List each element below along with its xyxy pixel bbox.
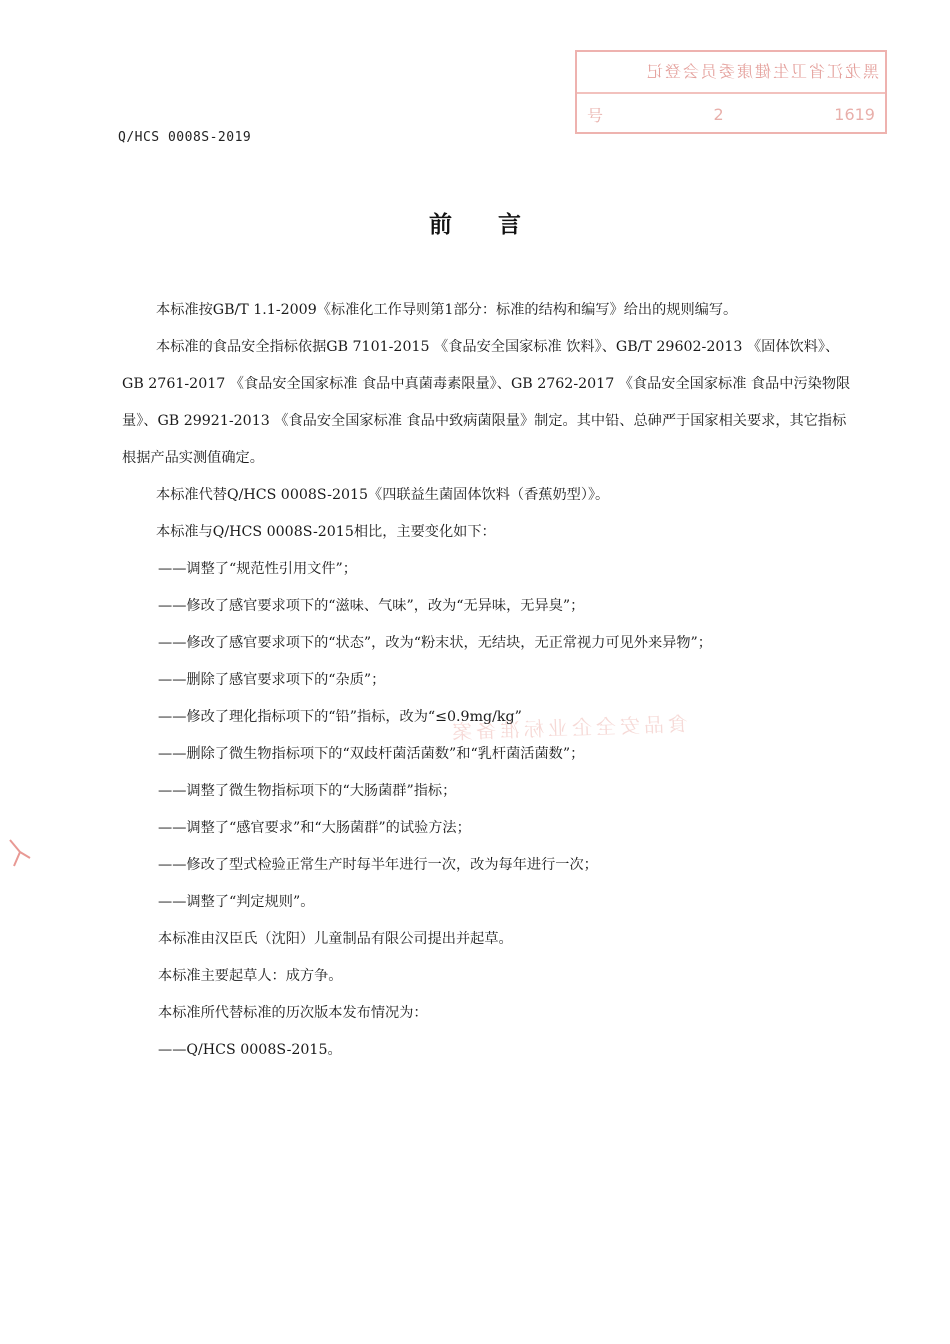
paragraph-safety-basis: 本标准的食品安全指标依据GB 7101-2015 《食品安全国家标准 饮料》、GB/T 29602-2013 《固体饮料》、GB 2761-2017 《食品安全国家标准 食品中真菌毒素限量》、GB 2762-2017 《食品安全国家标准 食品中污染物限量》、GB 29921-2013 《食品安全国家标准 食品中致病菌限量》制定。其中铅、总砷严于国家相关要求，其它指标根据产品实测值确定。 [122,339,851,466]
stamp-number-row [577,94,885,134]
paragraph-replaces: 本标准代替Q/HCS 0008S-2015《四联益生菌固体饮料（香蕉奶型）》。 [156,487,610,503]
paragraph-structure: 本标准按GB/T 1.1-2009《标准化工作导则第1部分：标准的结构和编写》给出的规则编写。 [156,302,738,318]
faint-seal-stamp: 食品安全企业标准备案 [447,711,689,745]
closing-history-item: ——Q/HCS 0008S-2015。 [158,1042,342,1058]
foreword-body [122,292,857,1069]
change-item: ——修改了型式检验正常生产时每半年进行一次，改为每年进行一次； [158,857,598,873]
paragraph-changes-intro: 本标准与Q/HCS 0008S-2015相比，主要变化如下： [156,524,496,540]
change-item: ——修改了感官要求项下的“状态”，改为“粉末状，无结块，无正常视力可见外来异物”； [158,635,712,651]
stamp-top-text: 黑龙江省卫生健康委员会登记 [577,52,885,94]
standard-number: Q/HCS 0008S-2019 [118,130,252,145]
registration-stamp [575,50,887,134]
change-item: ——调整了微生物指标项下的“大肠菌群”指标； [158,783,457,799]
page-title: 前言 [429,212,567,238]
change-item: ——修改了理化指标项下的“铅”指标，改为“≤0.9mg/kg” [158,709,522,725]
change-item: ——调整了“判定规则”。 [158,894,315,910]
closing-drafter-company: 本标准由汉臣氏（沈阳）儿童制品有限公司提出并起草。 [158,931,513,947]
stamp-cell: 号 [587,105,604,125]
stamp-cell: 1619 [834,104,875,124]
change-item: ——删除了微生物指标项下的“双歧杆菌活菌数”和“乳杆菌活菌数”； [158,746,585,762]
stamp-cell: 2 [713,104,724,124]
change-item: ——调整了“感官要求”和“大肠菌群”的试验方法； [158,820,471,836]
change-item: ——修改了感官要求项下的“滋味、气味”，改为“无异味，无异臭”； [158,598,585,614]
edge-ink-mark [8,836,34,870]
closing-history-intro: 本标准所代替标准的历次版本发布情况为： [158,1005,428,1021]
closing-main-drafter: 本标准主要起草人：成方争。 [158,968,343,984]
change-item: ——删除了感官要求项下的“杂质”； [158,672,386,688]
change-item: ——调整了“规范性引用文件”； [158,561,357,577]
